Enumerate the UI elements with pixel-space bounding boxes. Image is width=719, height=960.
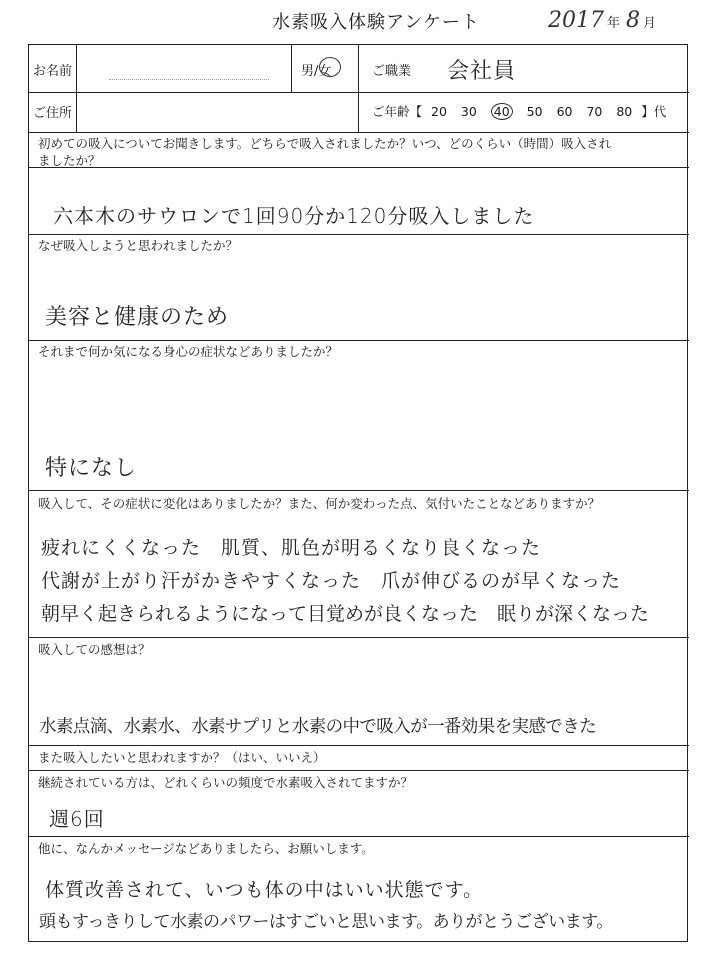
divider [358, 92, 359, 132]
row-divider [29, 167, 689, 168]
age-option: 70 [586, 104, 603, 119]
row-divider [29, 836, 689, 837]
answer-8-line: 頭もすっきりして水素のパワーはすごいと思います。ありがとうございます。 [39, 912, 613, 932]
year-label: 年 [607, 16, 621, 31]
answer-4-line: 代謝が上がり汗がかきやすくなった 爪が伸びるのが早くなった [41, 570, 622, 592]
survey-form [28, 44, 688, 942]
date-field [548, 8, 662, 33]
age-option: 20 [431, 104, 447, 119]
divider [76, 92, 77, 132]
year-value: 2017 [548, 8, 604, 33]
age-option: 30 [460, 104, 477, 119]
row-divider [29, 490, 689, 491]
question-text: ましたか？ [38, 153, 101, 168]
name-label: お名前 [33, 64, 73, 79]
occupation-value: 会社員 [447, 59, 517, 84]
answer-2: 美容と健康のため [45, 305, 230, 330]
answer-3: 特になし [45, 456, 138, 481]
answer-8-line: 体質改善されて、いつも体の中はいい状態です。 [45, 879, 484, 901]
question-3: それまで何か気になる身心の症状などありましたか？ [38, 344, 339, 359]
answer-1: 六本木のサウロンで1回90分か120分吸入しました [53, 204, 535, 228]
row-divider [29, 745, 689, 746]
question-7: 継続されている方は、どれくらいの頻度で水素吸入されてますか？ [38, 775, 414, 790]
occupation-label: ご職業 [372, 64, 412, 79]
age-label: ご年齢【 [372, 104, 423, 119]
row-divider [29, 340, 689, 341]
divider [76, 45, 77, 93]
answer-4-line: 朝早く起きられるようになって目覚めが良くなった 眠りが深くなった [41, 603, 650, 625]
gender-label: 男/女 [301, 64, 332, 79]
question-4: 吸入して、その症状に変化はありましたか？また、何か変わった点、気付いたことなどありますか？ [38, 496, 601, 511]
question-6: また吸入したいと思われますか？（はい、いいえ） [38, 750, 326, 765]
answer-4-line: 疲れにくくなった 肌質、肌色が明るくなり良くなった [41, 537, 542, 559]
answer-5: 水素点滴、水素水、水素サプリと水素の中で吸入が一番効果を実感できた [39, 717, 596, 737]
gender-selected-mark [319, 57, 341, 77]
row-divider [29, 770, 689, 771]
question-1 [38, 135, 611, 169]
answer-7: 週6回 [49, 807, 105, 831]
row-divider [29, 637, 689, 638]
age-option-selected: 40 [491, 103, 513, 120]
row-divider [29, 234, 689, 235]
question-2: なぜ吸入しようと思われましたか？ [38, 238, 239, 253]
row-divider [29, 92, 689, 93]
address-label: ご住所 [33, 106, 73, 121]
row-divider [29, 132, 689, 133]
month-value: 8 [626, 8, 641, 33]
question-text: 初めての吸入についてお聞きします。どちらで吸入されましたか？いつ、どのくらい（時間）吸入され [38, 136, 612, 151]
age-option: 80 [616, 104, 633, 119]
age-suffix: 】代 [641, 104, 667, 119]
survey-title: 水素吸入体験アンケート [272, 12, 480, 33]
name-redacted [109, 79, 269, 80]
question-5: 吸入しての感想は？ [38, 642, 151, 657]
age-option: 50 [526, 104, 543, 119]
question-8: 他に、なんかメッセージなどありましたら、お願いします。 [38, 841, 374, 856]
divider [358, 45, 359, 93]
age-option: 60 [556, 104, 573, 119]
divider [291, 45, 292, 93]
month-label: 月 [643, 16, 657, 31]
age-field [372, 102, 666, 120]
